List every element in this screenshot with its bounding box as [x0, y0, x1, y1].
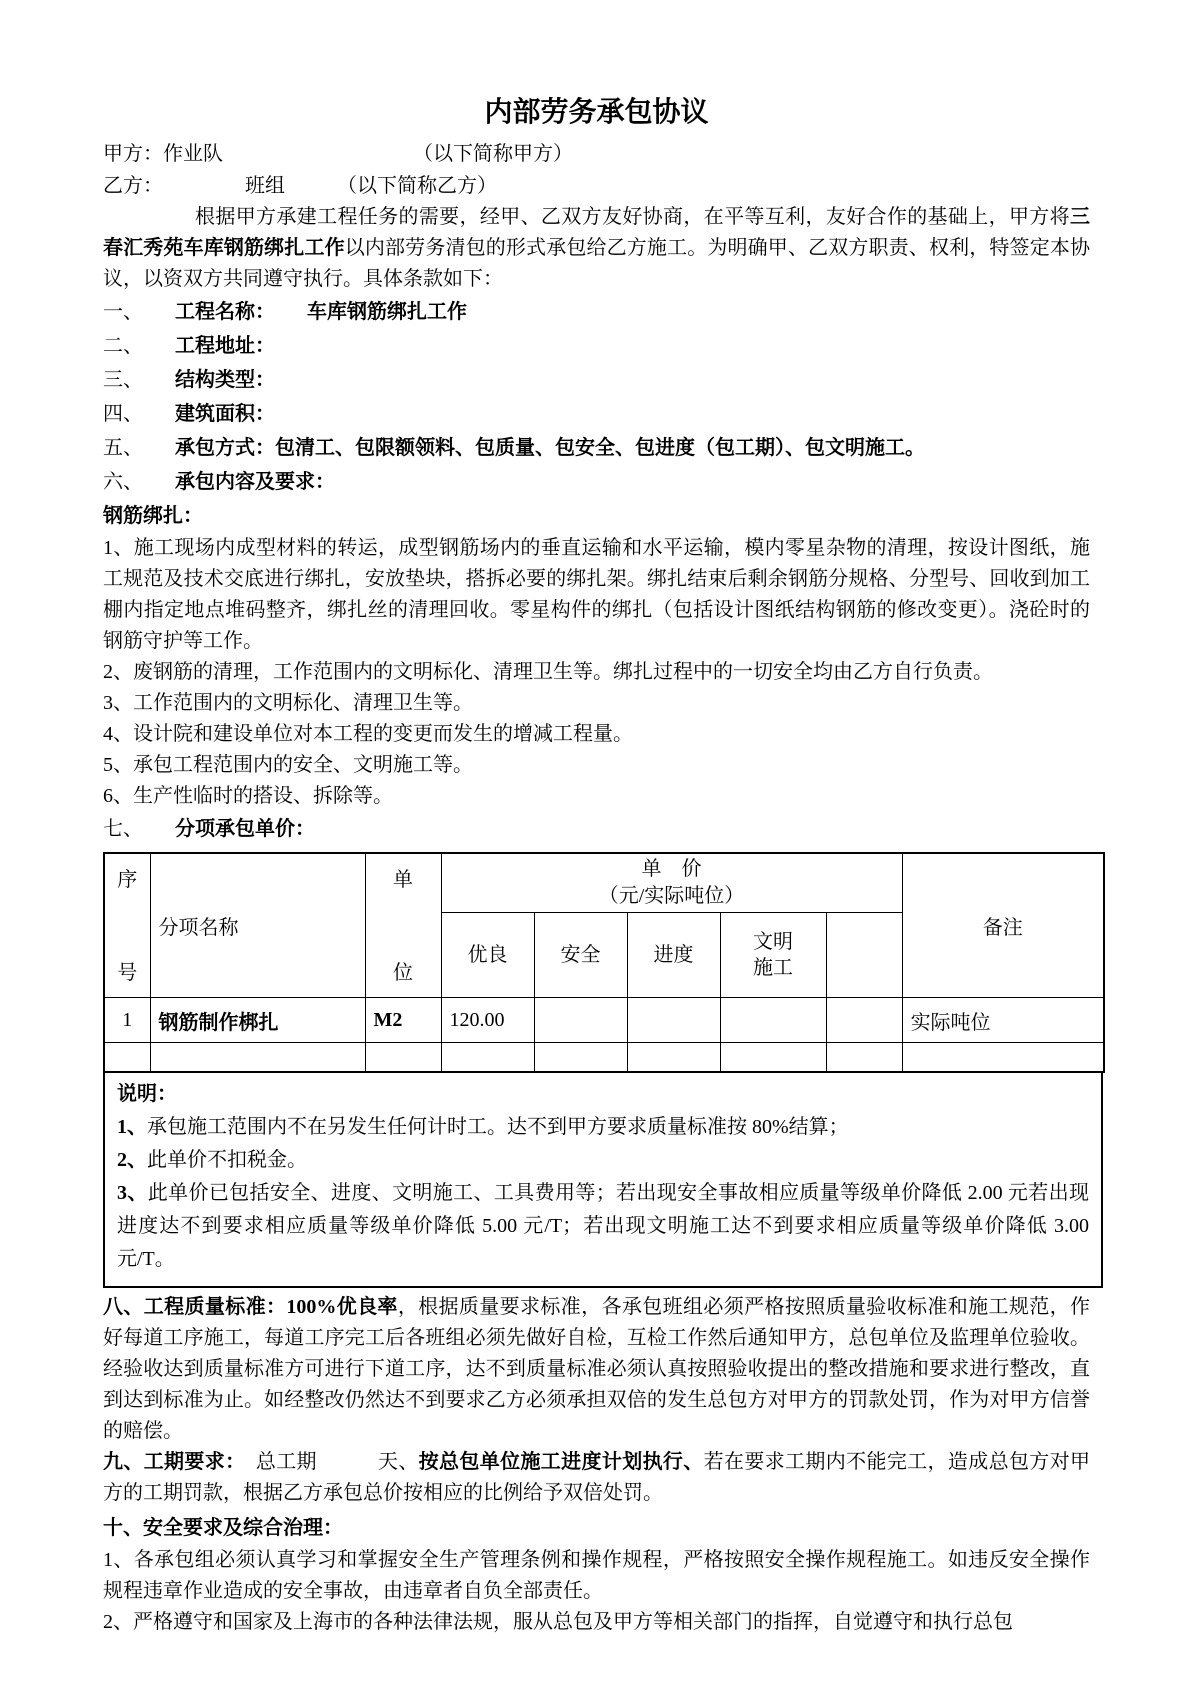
table-header-item-name: 分项名称 — [150, 853, 365, 998]
intro-paragraph — [103, 202, 1090, 295]
clause-label: 结构类型： — [175, 369, 275, 391]
cell-progress — [627, 1043, 720, 1073]
clause-9-schedule-requirement — [103, 1447, 1090, 1509]
clause-5-contract-mode — [103, 431, 1090, 465]
cell-civilized — [720, 998, 826, 1043]
notes-title: 说明： — [117, 1083, 177, 1105]
notes-box — [103, 1073, 1103, 1288]
unit-price-table — [103, 852, 1105, 1073]
notes-item-number: 3、 — [117, 1182, 148, 1204]
cell-excellent — [441, 1043, 534, 1073]
table-header-remark: 备注 — [902, 853, 1104, 998]
cell-safety — [534, 998, 627, 1043]
seq-bottom-label: 号 — [117, 961, 138, 984]
rebar-binding-heading: 钢筋绑扎： — [103, 505, 203, 527]
rebar-item: 1、施工现场内成型材料的转运，成型钢筋场内的垂直运输和水平运输，模内零星杂物的清理，按设计图纸，施工规范及技术交底进行绑扎，安放垫块，搭拆必要的绑扎架。绑扎结束后剩余钢筋分规格、分型号、回收到加工棚内指定地点堆码整齐，绑扎丝的清理回收。零星构件的绑扎（包括设计图纸结构钢筋的修改变更）。浇砼时的钢筋守护等工作。 — [103, 537, 1090, 652]
seq-top-label: 序 — [117, 868, 138, 891]
clause-number: 五、 — [103, 437, 143, 459]
party-b-label: 乙方： — [103, 175, 163, 197]
table-subheader-safety: 安全 — [534, 913, 627, 998]
cell-no — [104, 1043, 150, 1073]
cell-unit — [365, 1043, 441, 1073]
table-row — [104, 1043, 1104, 1073]
party-a-label: 甲方： — [103, 143, 163, 165]
clause-8-heading: 八、工程质量标准：100%优良率 — [103, 1296, 398, 1318]
notes-item-text: 此单价不扣税金。 — [147, 1149, 307, 1171]
cell-remark: 实际吨位 — [902, 998, 1104, 1043]
clause-number: 六、 — [103, 471, 143, 493]
notes-item-text: 此单价已包括安全、进度、文明施工、工具费用等；若出现安全事故相应质量等级单价降低 2.00 元若出现进度达不到要求相应质量等级单价降低 5.00 元/T；若出现文明施工达不到要求相应质量等级单价降低 3.00 元/T。 — [117, 1182, 1090, 1270]
clause-label: 工程名称： — [175, 301, 275, 323]
cell-item-name — [150, 1043, 365, 1073]
unit-price-subtitle: （元/实际吨位） — [598, 885, 745, 907]
clause-10-safety-heading: 十、安全要求及综合治理： — [103, 1517, 343, 1539]
cell-safety — [534, 1043, 627, 1073]
clause-4-building-area — [103, 397, 1090, 431]
party-b-line — [103, 170, 1090, 202]
clause-9-heading: 九、工期要求： — [103, 1451, 236, 1473]
clause-9-duration: 总工期 天、 — [235, 1451, 419, 1473]
clause-label: 承包方式：包清工、包限额领料、包质量、包安全、包进度（包工期）、包文明施工。 — [175, 437, 925, 459]
rebar-item: 2、废钢筋的清理，工作范围内的文明标化、清理卫生等。绑扎过程中的一切安全均由乙方自行负责。 — [103, 661, 993, 683]
party-a-alias: （以下简称甲方） — [413, 143, 573, 165]
clause-label: 工程地址： — [175, 335, 275, 357]
clause-9-text: 若在要求工期内不能完工，造成总包方对甲方的工期罚款，根据乙方承包总价按相应的比例给予双倍处罚。 — [103, 1451, 1091, 1504]
clause-label: 建筑面积： — [175, 403, 275, 425]
notes-item-text: 承包施工范围内不在另发生任何计时工。达不到甲方要求质量标准按 80%结算； — [147, 1116, 849, 1138]
table-header-unit-price — [441, 853, 902, 913]
notes-item — [117, 1177, 1089, 1276]
unit-price-title: 单 价 — [641, 858, 702, 880]
rebar-item: 3、工作范围内的文明标化、清理卫生等。 — [103, 692, 473, 714]
rebar-item: 4、设计院和建设单位对本工程的变更而发生的增减工程量。 — [103, 723, 633, 745]
party-a-name: 作业队 — [163, 143, 223, 165]
clause-number: 四、 — [103, 403, 143, 425]
cell-remark — [902, 1043, 1104, 1073]
cell-excellent: 120.00 — [441, 998, 534, 1043]
clause-number: 一、 — [103, 301, 143, 323]
table-subheader-civilized: 文明施工 — [720, 913, 826, 998]
clause-9-plan-bold: 按总包单位施工进度计划执行、 — [418, 1451, 704, 1473]
table-subheader-excellent: 优良 — [441, 913, 534, 998]
notes-item-number: 1、 — [117, 1116, 147, 1138]
clause-2-project-address — [103, 329, 1090, 363]
clause-label: 分项承包单价： — [175, 818, 315, 840]
cell-extra — [826, 1043, 902, 1073]
clause-number: 二、 — [103, 335, 143, 357]
intro-text-pre: 根据甲方承建工程任务的需要，经甲、乙双方友好协商，在平等互利，友好合作的基础上，甲方将 — [195, 206, 1070, 228]
clause-8-quality-standard — [103, 1292, 1090, 1447]
table-header-seq — [104, 853, 150, 998]
document-title: 内部劳务承包协议 — [484, 97, 709, 128]
clause-3-structure-type — [103, 363, 1090, 397]
cell-unit: M2 — [365, 998, 441, 1043]
safety-item: 2、严格遵守和国家及上海市的各种法律法规，服从总包及甲方等相关部门的指挥，自觉遵守和执行总包 — [103, 1611, 1013, 1633]
cell-civilized — [720, 1043, 826, 1073]
party-b-alias: （以下简称乙方） — [337, 175, 497, 197]
notes-item-number: 2、 — [117, 1149, 147, 1171]
party-b-name: 班组 — [245, 175, 285, 197]
cell-progress — [627, 998, 720, 1043]
clause-value: 车库钢筋绑扎工作 — [307, 301, 467, 323]
cell-no: 1 — [104, 998, 150, 1043]
clause-6-contract-content — [103, 465, 1090, 499]
table-header-unit — [365, 853, 441, 998]
clause-7-unit-price — [103, 812, 1090, 846]
party-a-line — [103, 138, 1090, 170]
notes-item — [117, 1111, 1089, 1144]
clause-number: 七、 — [103, 818, 143, 840]
clause-8-text: ，根据质量要求标准，各承包班组必须严格按照质量验收标准和施工规范，作好每道工序施工，每道工序完工后各班组必须先做好自检，互检工作然后通知甲方，总包单位及监理单位验收。经验收达到质量标准方可进行下道工序，达不到质量标准必须认真按照验收提出的整改措施和要求进行整改，直到达到标准为止。如经整改仍然达不到要求乙方必须承担双倍的发生总包方对甲方的罚款处罚，作为对甲方信誉的赔偿。 — [103, 1296, 1091, 1442]
notes-item — [117, 1144, 1089, 1177]
rebar-item: 6、生产性临时的搭设、拆除等。 — [103, 785, 393, 807]
table-subheader-progress: 进度 — [627, 913, 720, 998]
unit-bottom-label: 位 — [393, 961, 413, 984]
cell-extra — [826, 998, 902, 1043]
table-row — [104, 998, 1104, 1043]
unit-top-label: 单 — [393, 868, 413, 891]
clause-label: 承包内容及要求： — [175, 471, 335, 493]
safety-item: 1、各承包组必须认真学习和掌握安全生产管理条例和操作规程，严格按照安全操作规程施工。如违反安全操作规程违章作业造成的安全事故，由违章者自负全部责任。 — [103, 1549, 1090, 1602]
intro-project-name: 三春汇秀苑车库钢筋绑扎工作 — [103, 206, 1090, 259]
table-subheader-blank — [826, 913, 902, 998]
clause-number: 三、 — [103, 369, 143, 391]
rebar-item: 5、承包工程范围内的安全、文明施工等。 — [103, 754, 473, 776]
clause-1-project-name — [103, 295, 1090, 329]
intro-text-post: 以内部劳务清包的形式承包给乙方施工。为明确甲、乙双方职责、权利，特签定本协议，以资双方共同遵守执行。具体条款如下： — [103, 237, 1090, 290]
cell-item-name: 钢筋制作梆扎 — [150, 998, 365, 1043]
